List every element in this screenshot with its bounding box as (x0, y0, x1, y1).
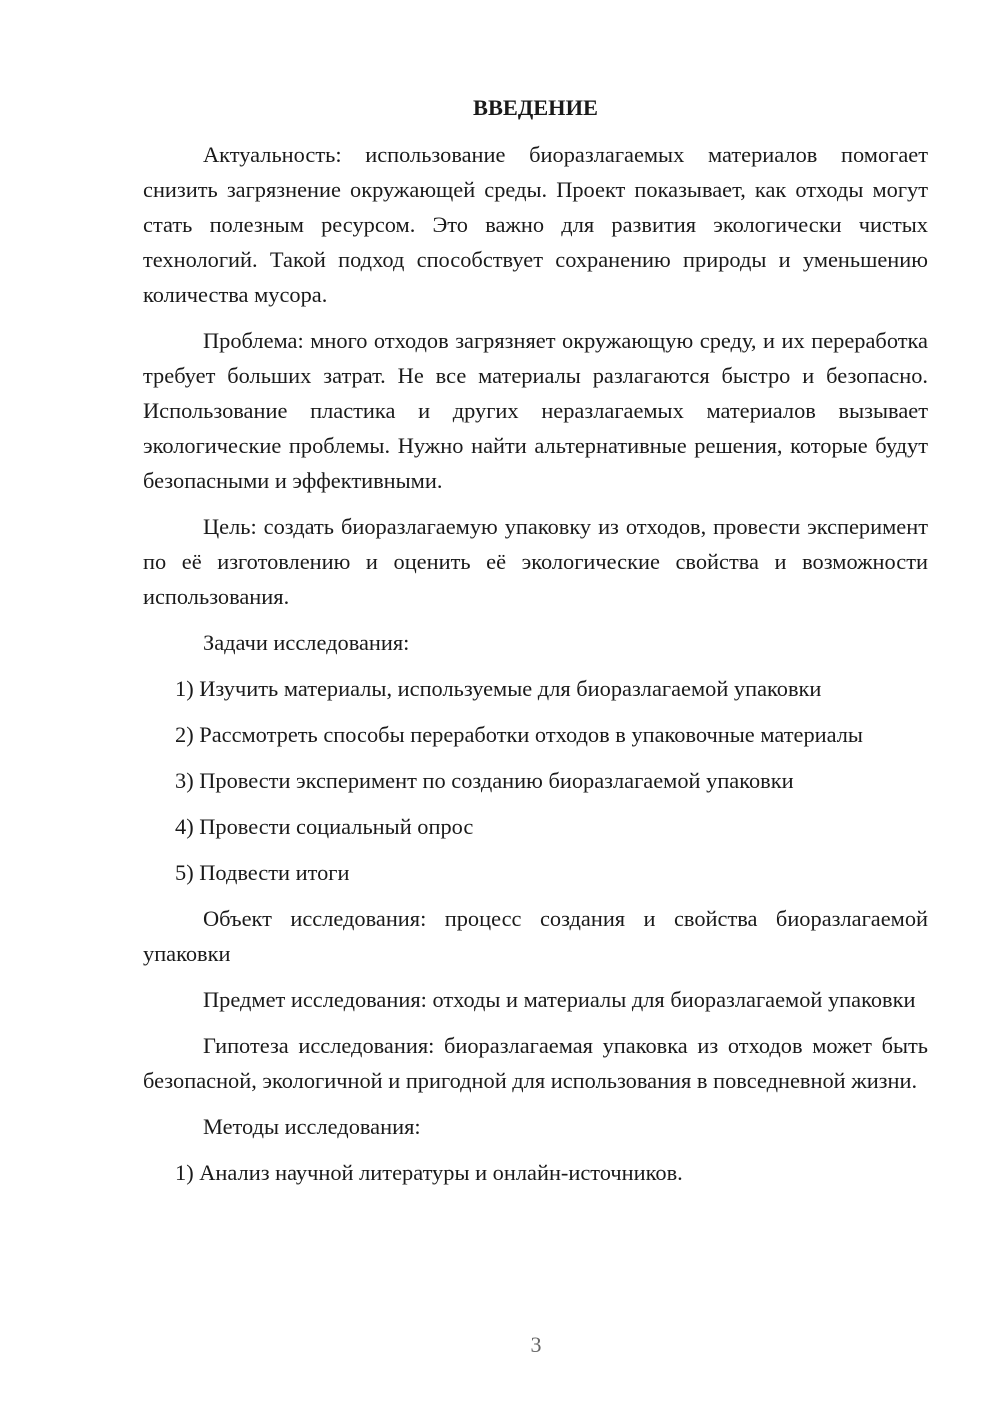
subject-paragraph: Предмет исследования: отходы и материалы для биоразлагаемой упаковки (203, 987, 916, 1012)
problem-paragraph: Проблема: много отходов загрязняет окружающую среду, и их переработка требует больших затрат. Не все материалы разлагаются быстро и безопасно. Использование пластика и других неразлагаемых материалов вызывает экологические проблемы. Нужно найти альтернативные решения, которые будут безопасными и эффективными. (143, 328, 928, 493)
tasks-heading: Задачи исследования: (203, 630, 410, 655)
page-number: 3 (530, 1332, 542, 1357)
document-page (143, 90, 928, 1201)
task-item: 2) Рассмотреть способы переработки отходов в упаковочные материалы (175, 722, 863, 747)
task-item: 5) Подвести итоги (175, 860, 350, 885)
task-item: 3) Провести эксперимент по созданию биоразлагаемой упаковки (175, 768, 794, 793)
hypothesis-paragraph: Гипотеза исследования: биоразлагаемая упаковка из отходов может быть безопасной, экологичной и пригодной для использования в повседневной жизни. (143, 1033, 928, 1093)
relevance-paragraph: Актуальность: использование биоразлагаемых материалов помогает снизить загрязнение окружающей среды. Проект показывает, как отходы могут стать полезным ресурсом. Это важно для развития экологически чистых технологий. Такой подход способствует сохранению природы и уменьшению количества мусора. (143, 142, 928, 307)
object-paragraph: Объект исследования: процесс создания и свойства биоразлагаемой упаковки (143, 906, 928, 966)
method-item: 1) Анализ научной литературы и онлайн-источников. (175, 1160, 683, 1185)
methods-heading: Методы исследования: (203, 1114, 421, 1139)
page-title: ВВЕДЕНИЕ (473, 95, 598, 120)
task-item: 1) Изучить материалы, используемые для биоразлагаемой упаковки (175, 676, 822, 701)
goal-paragraph: Цель: создать биоразлагаемую упаковку из отходов, провести эксперимент по её изготовлению и оценить её экологические свойства и возможности использования. (143, 514, 928, 609)
task-item: 4) Провести социальный опрос (175, 814, 474, 839)
